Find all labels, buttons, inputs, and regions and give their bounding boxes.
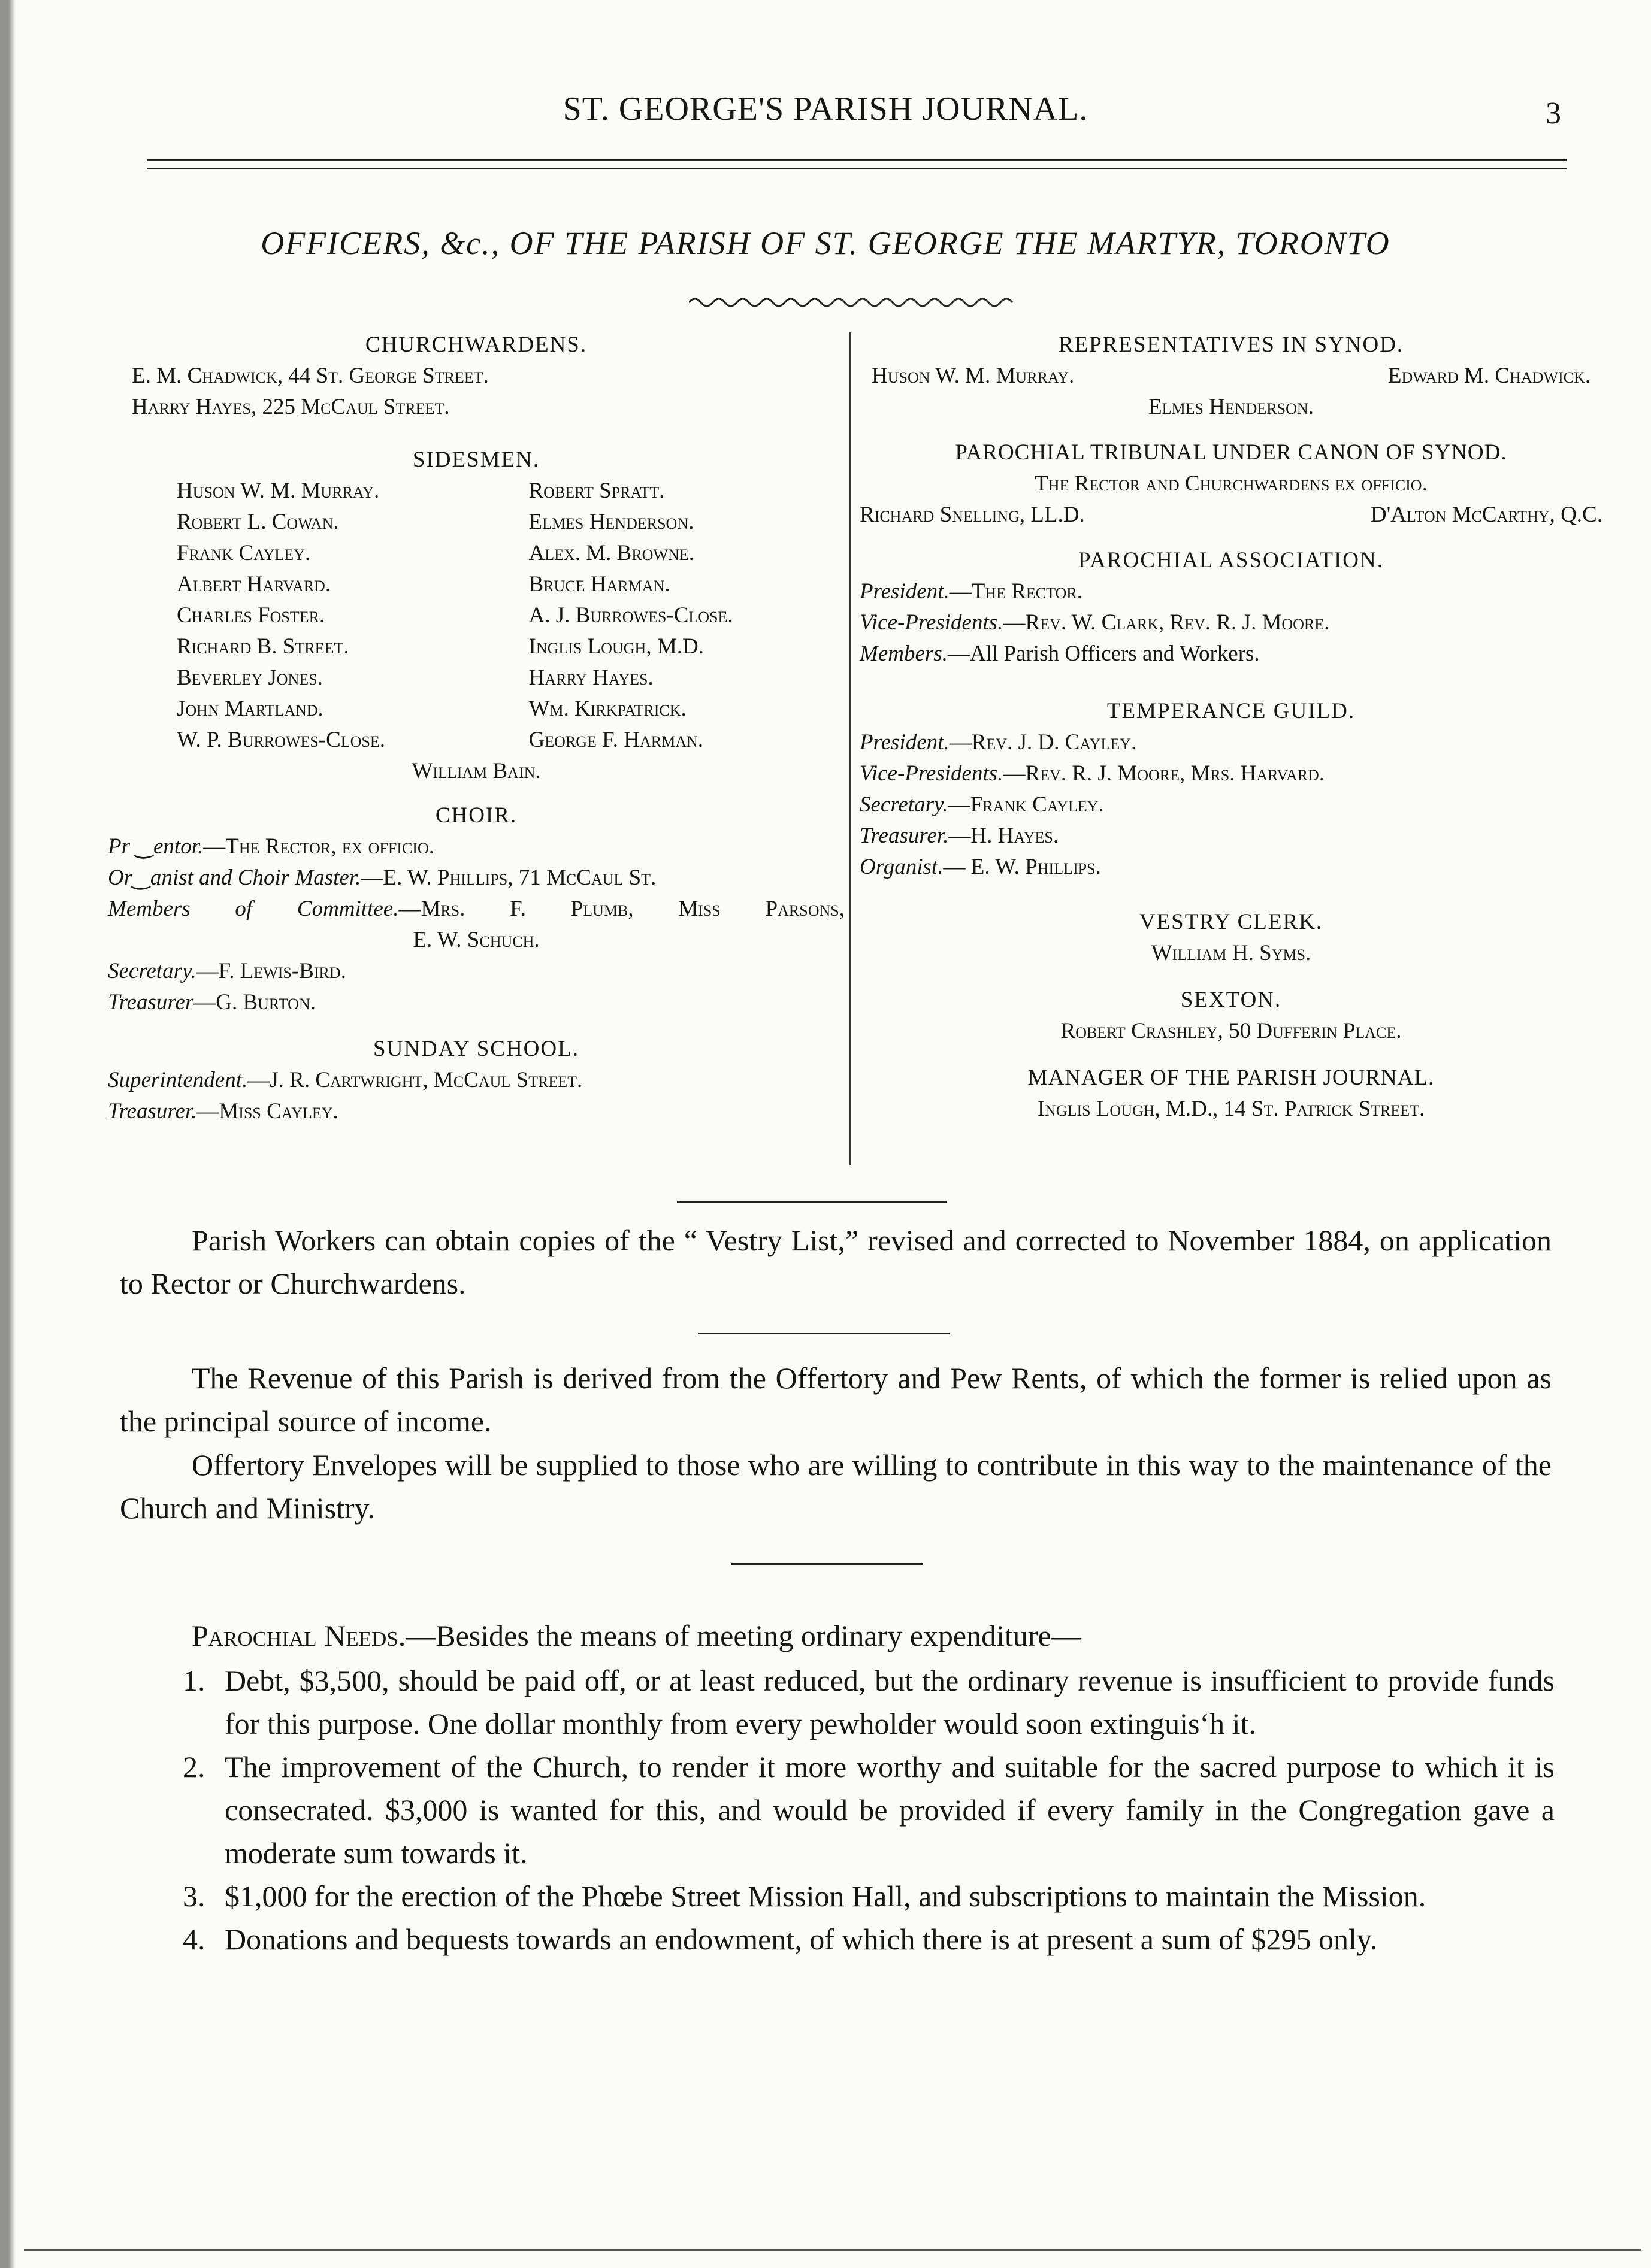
- header-rule-top: [147, 159, 1567, 161]
- churchwarden-line: Harry Hayes, 225 McCaul Street.: [132, 395, 450, 419]
- divider: [731, 1563, 923, 1565]
- sidesman-name: Huson W. M. Murray.: [177, 479, 380, 503]
- divider: [677, 1201, 947, 1203]
- association-president: President.—The Rector.: [860, 579, 1082, 604]
- choir-secretary: Secretary.—F. Lewis-Bird.: [108, 959, 346, 983]
- sidesman-name: George F. Harman.: [528, 728, 704, 752]
- sidesman-name: John Martland.: [177, 697, 323, 721]
- tribunal-heading: PAROCHIAL TRIBUNAL UNDER CANON OF SYNOD.: [955, 440, 1507, 465]
- choir-members-cont: E. W. Schuch.: [413, 928, 540, 952]
- choir-precentor: Pr ‿entor.—The Rector, ex officio.: [108, 834, 434, 859]
- sidesman-name: Bruce Harman.: [528, 572, 670, 596]
- sidesman-name: Beverley Jones.: [177, 665, 323, 690]
- churchwarden-line: E. M. Chadwick, 44 St. George Street.: [132, 364, 489, 388]
- sidesman-name: Frank Cayley.: [177, 541, 311, 565]
- manager-heading: MANAGER OF THE PARISH JOURNAL.: [1027, 1065, 1435, 1090]
- tribunal-names: [860, 499, 1602, 531]
- sidesmen-col-1: [177, 476, 493, 756]
- temperance-treasurer: Treasurer.—H. Hayes.: [860, 823, 1059, 848]
- needs-item: 1. Debt, $3,500, should be paid off, or at least reduced, but the ordinary revenue is insufficient to provide funds for this purpose. One dollar monthly from every pewholder would soon extinguis‘h it.: [183, 1664, 1555, 1740]
- temperance-organist: Organist.— E. W. Phillips.: [860, 855, 1101, 879]
- sidesman-name: W. P. Burrowes-Close.: [177, 728, 386, 752]
- running-header: ST. GEORGE'S PARISH JOURNAL.: [563, 90, 1088, 128]
- synod-rep: Edward M. Chadwick.: [1387, 364, 1590, 388]
- sidesmen-list: [108, 476, 845, 756]
- tribunal-line: The Rector and Churchwardens ex officio.: [1035, 471, 1428, 496]
- synod-rep: Huson W. M. Murray.: [872, 364, 1075, 388]
- sexton-name: Robert Crashley, 50 Dufferin Place.: [1060, 1019, 1402, 1043]
- temperance-vp: Vice-Presidents.—Rev. R. J. Moore, Mrs. Harvard.: [860, 761, 1325, 786]
- choir-treasurer: Treasurer—G. Burton.: [108, 990, 316, 1015]
- tribunal-member: D'Alton McCarthy, Q.C.: [1370, 502, 1602, 527]
- sunday-school-heading: SUNDAY SCHOOL.: [373, 1037, 579, 1061]
- sidesman-name: Inglis Lough, M.D.: [528, 634, 704, 659]
- temperance-president: President.—Rev. J. D. Cayley.: [860, 730, 1137, 755]
- left-column: [108, 329, 845, 1127]
- sidesman-name: William Bain.: [412, 759, 541, 783]
- tribunal-member: Richard Snelling, LL.D.: [860, 502, 1085, 527]
- choir-organist: Or‿anist and Choir Master.—E. W. Phillips, 71 McCaul St.: [108, 865, 657, 890]
- page-number: 3: [1546, 96, 1561, 131]
- divider: [698, 1333, 950, 1334]
- sidesmen-col-2: [493, 476, 845, 756]
- revenue-paragraph: The Revenue of this Parish is derived from the Offertory and Pew Rents, of which the former is relied upon as the principal source of income.: [120, 1361, 1552, 1438]
- churchwardens-heading: CHURCHWARDENS.: [365, 332, 588, 357]
- association-heading: PAROCHIAL ASSOCIATION.: [1078, 548, 1384, 573]
- header-rule-bottom: [147, 168, 1567, 169]
- choir-members: Members of Committee.—Mrs. F. Plumb, Miss Parsons,: [108, 897, 845, 921]
- temperance-heading: TEMPERANCE GUILD.: [1106, 699, 1356, 723]
- needs-item: 4. Donations and bequests towards an endowment, of which there is at present a sum of $295 only.: [183, 1922, 1378, 1956]
- sidesmen-heading: SIDESMEN.: [412, 447, 540, 472]
- parochial-needs-list: [183, 1659, 1555, 1961]
- sidesman-name: Wm. Kirkpatrick.: [528, 697, 687, 721]
- wavy-ornament: [689, 293, 1024, 311]
- temperance-secretary: Secretary.—Frank Cayley.: [860, 792, 1104, 817]
- sidesman-name: A. J. Burrowes-Close.: [528, 603, 733, 628]
- bottom-border-line: [24, 2249, 1641, 2251]
- sidesman-name: Alex. M. Browne.: [528, 541, 694, 565]
- sidesman-name: Harry Hayes.: [528, 665, 654, 690]
- sunday-school-treasurer: Treasurer.—Miss Cayley.: [108, 1099, 338, 1124]
- sidesman-name: Charles Foster.: [177, 603, 325, 628]
- envelopes-paragraph: Offertory Envelopes will be supplied to those who are willing to contribute in this way to the maintenance of the Church and Ministry.: [120, 1448, 1552, 1525]
- association-members: Members.—All Parish Officers and Workers.: [860, 641, 1260, 666]
- parochial-needs-intro: Parochial Needs.—Besides the means of meeting ordinary expenditure—: [192, 1619, 1081, 1652]
- synod-rep: Elmes Henderson.: [1148, 395, 1314, 419]
- sidesman-name: Richard B. Street.: [177, 634, 349, 659]
- needs-item: 3. $1,000 for the erection of the Phœbe Street Mission Hall, and subscriptions to maintain the Mission.: [183, 1879, 1426, 1913]
- synod-heading: REPRESENTATIVES IN SYNOD.: [1058, 332, 1404, 357]
- sunday-school-superintendent: Superintendent.—J. R. Cartwright, McCaul Street.: [108, 1068, 583, 1092]
- sidesman-name: Elmes Henderson.: [528, 510, 694, 534]
- right-column: [860, 329, 1602, 1125]
- needs-item: 2. The improvement of the Church, to render it more worthy and suitable for the sacred purpose to which it is consecrated. $3,000 is wanted for this, and would be provided if every family in the Congregation gave a moderate sum towards it.: [183, 1750, 1555, 1870]
- vestry-clerk: William H. Syms.: [1151, 941, 1311, 965]
- sidesman-name: Albert Harvard.: [177, 572, 331, 596]
- vestry-list-paragraph: Parish Workers can obtain copies of the “ Vestry List,” revised and corrected to November 1884, on application to Rector or Churchwardens.: [120, 1224, 1552, 1300]
- scan-edge-shadow: [0, 0, 24, 2268]
- sexton-heading: SEXTON.: [1180, 988, 1282, 1012]
- vestry-heading: VESTRY CLERK.: [1139, 910, 1323, 934]
- manager-name: Inglis Lough, M.D., 14 St. Patrick Street.: [1037, 1097, 1425, 1121]
- column-divider: [849, 332, 851, 1165]
- sidesman-name: Robert Spratt.: [528, 479, 665, 503]
- page-title: OFFICERS, &c., OF THE PARISH OF ST. GEORGE THE MARTYR, TORONTO: [261, 225, 1390, 261]
- choir-heading: CHOIR.: [435, 803, 518, 828]
- synod-names: [860, 361, 1602, 392]
- association-vp: Vice-Presidents.—Rev. W. Clark, Rev. R. J. Moore.: [860, 610, 1330, 635]
- sidesman-name: Robert L. Cowan.: [177, 510, 339, 534]
